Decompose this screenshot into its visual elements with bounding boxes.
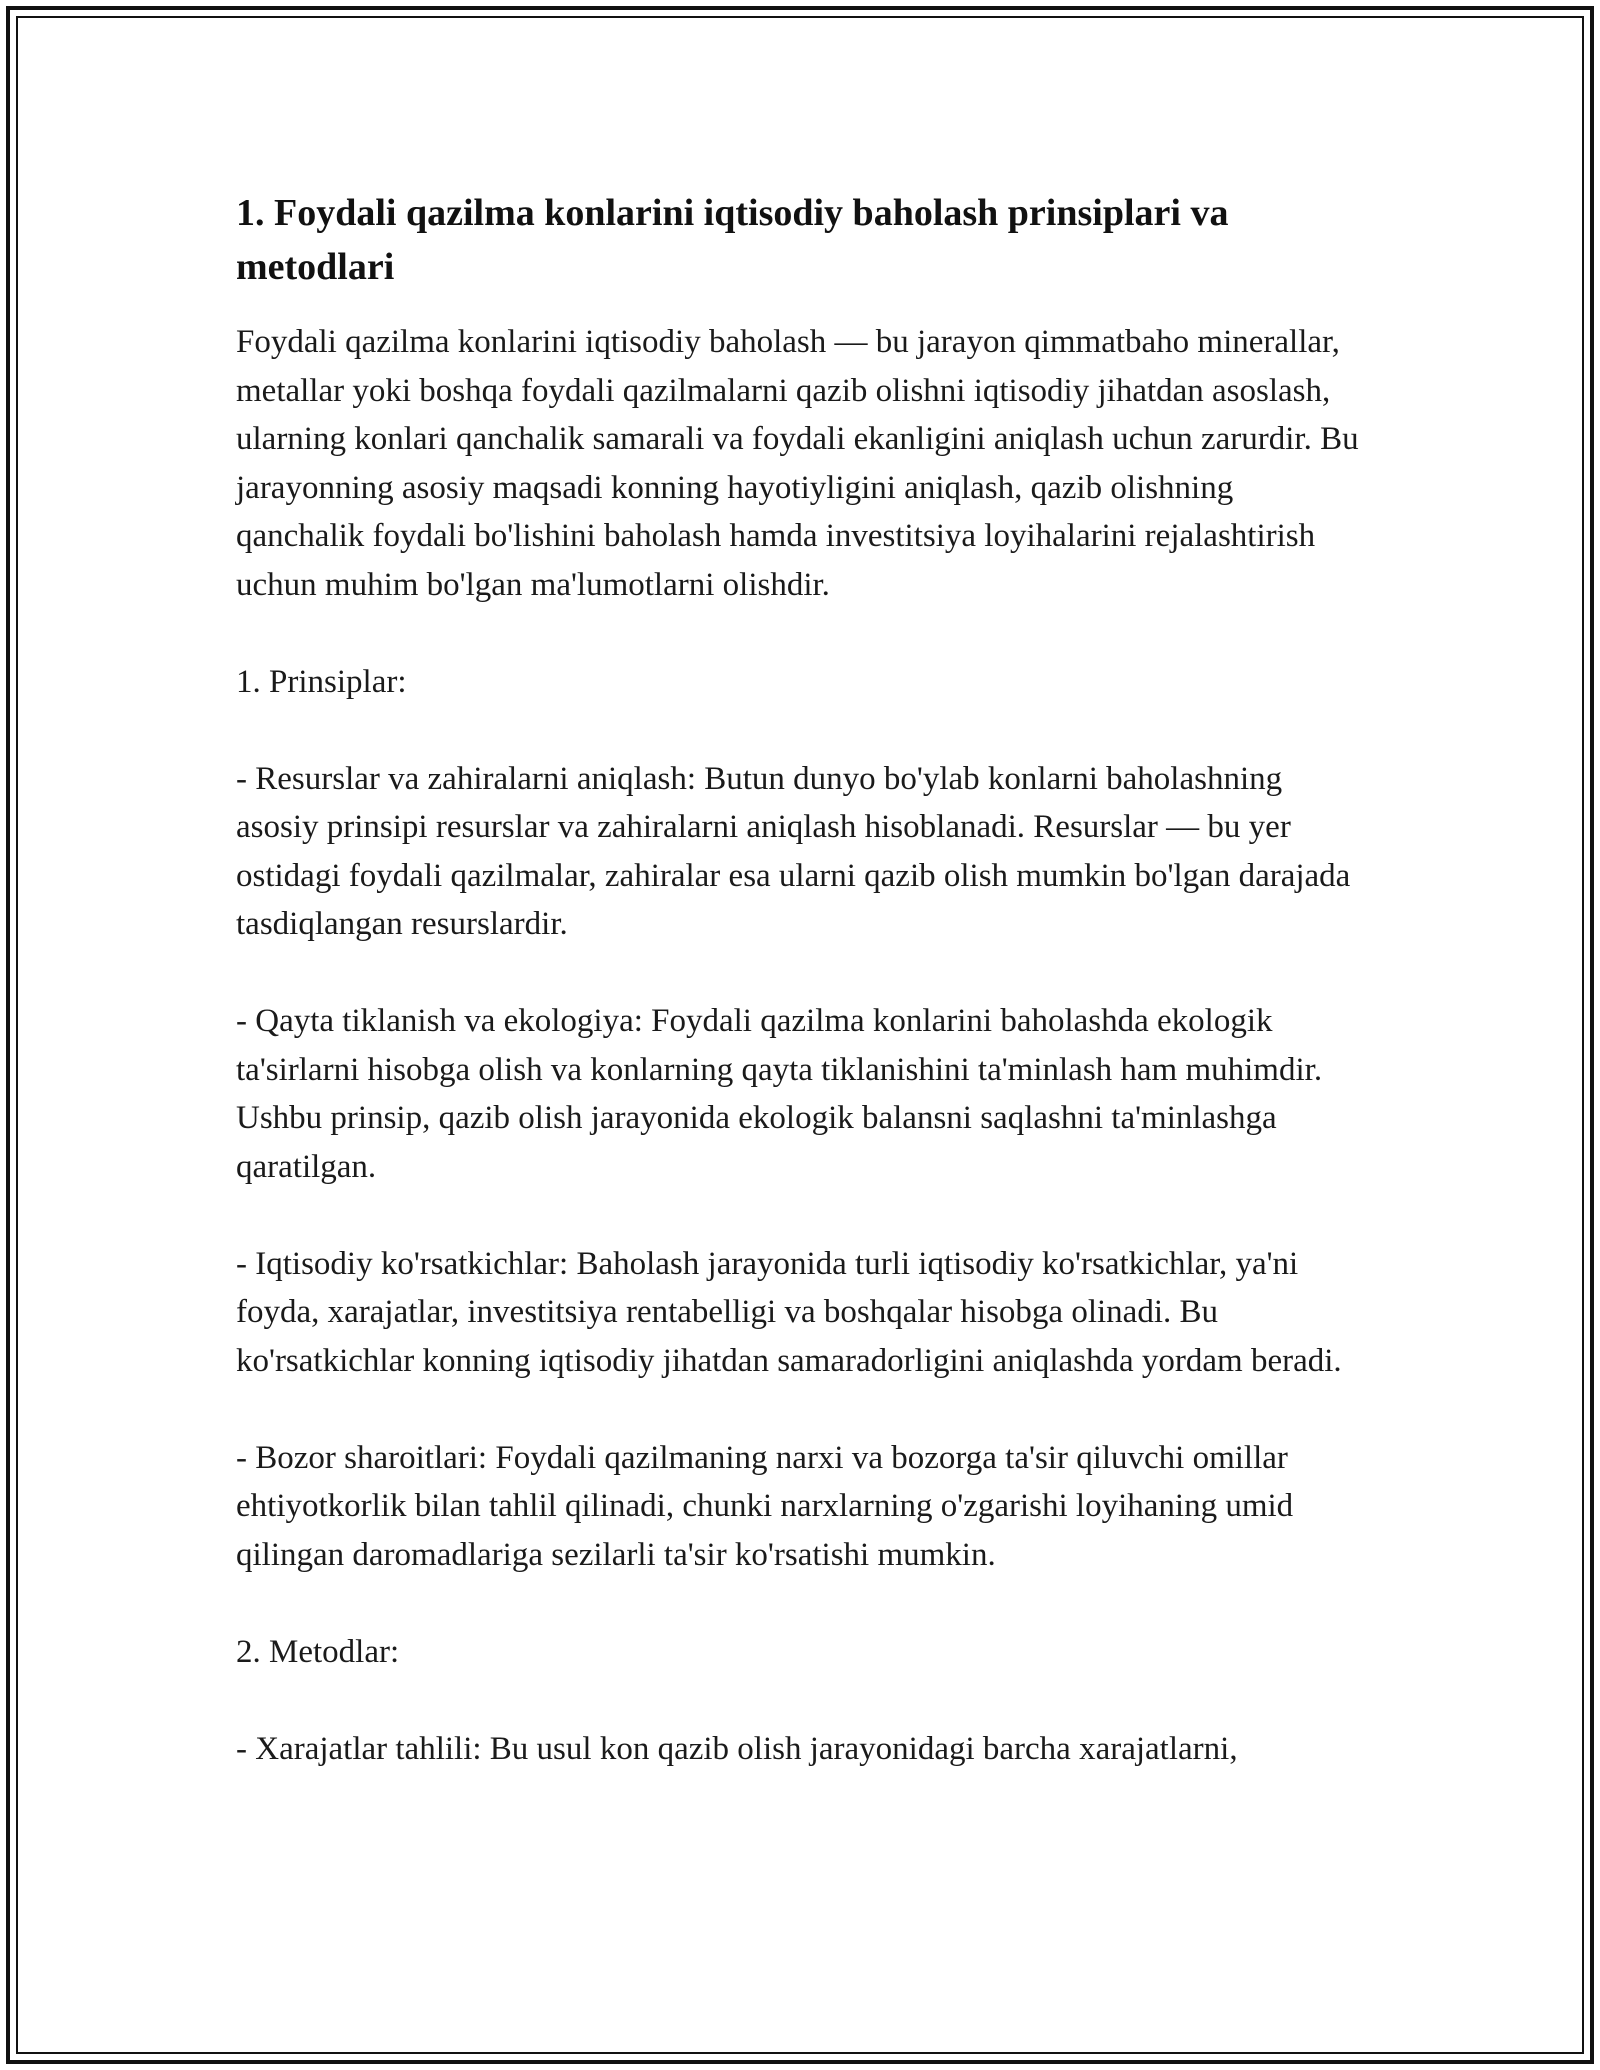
section-heading-methods: 2. Metodlar: [236, 1633, 400, 1670]
document-body [236, 186, 1366, 1773]
principle-ecology: - Qayta tiklanish va ekologiya: Foydali qazilma konlarini baholashda ekologik ta'sirlarni hisobga olish va konlarning qayta tiklanishini ta'minlash ham muhimdir. Ushbu prinsip, qazib olish jarayonida ekologik balansni saqlashni ta'minlashga qaratilgan. [236, 1003, 1323, 1185]
principle-economic-indicators: - Iqtisodiy ko'rsatkichlar: Baholash jarayonida turli iqtisodiy ko'rsatkichlar, ya'ni foyda, xarajatlar, investitsiya rentabelligi va boshqalar hisobga olinadi. Bu ko'rsatkichlar konning iqtisodiy jihatdan samaradorligini aniqlashda yordam beradi. [236, 1245, 1342, 1379]
principle-resources: - Resurslar va zahiralarni aniqlash: Butun dunyo bo'ylab konlarni baholashning asosiy prinsipi resurslar va zahiralarni aniqlash hisoblanadi. Resurslar — bu yer ostidagi foydali qazilmalar, zahiralar esa ularni qazib olish mumkin bo'lgan darajada tasdiqlangan resurslardir. [236, 760, 1351, 942]
principle-market-conditions: - Bozor sharoitlari: Foydali qazilmaning narxi va bozorga ta'sir qiluvchi omillar ehtiyotkorlik bilan tahlil qilinadi, chunki narxlarning o'zgarishi loyihaning umid qilingan daromadlariga sezilarli ta'sir ko'rsatishi mumkin. [236, 1439, 1294, 1573]
document-title: 1. Foydali qazilma konlarini iqtisodiy baholash prinsiplari va metodlari [236, 192, 1229, 288]
section-heading-principles: 1. Prinsiplar: [236, 663, 407, 700]
method-cost-analysis: - Xarajatlar tahlili: Bu usul kon qazib olish jarayonidagi barcha xarajatlarni, [236, 1730, 1238, 1767]
intro-paragraph: Foydali qazilma konlarini iqtisodiy baholash — bu jarayon qimmatbaho minerallar, metallar yoki boshqa foydali qazilmalarni qazib olishni iqtisodiy jihatdan asoslash, ularning konlari qanchalik samarali va foydali ekanligini aniqlash uchun zarurdir. Bu jarayonning asosiy maqsadi konning hayotiyligini aniqlash, qazib olishning qanchalik foydali bo'lishini baholash hamda investitsiya loyihalarini rejalashtirish uchun muhim bo'lgan ma'lumotlarni olishdir. [236, 324, 1359, 603]
